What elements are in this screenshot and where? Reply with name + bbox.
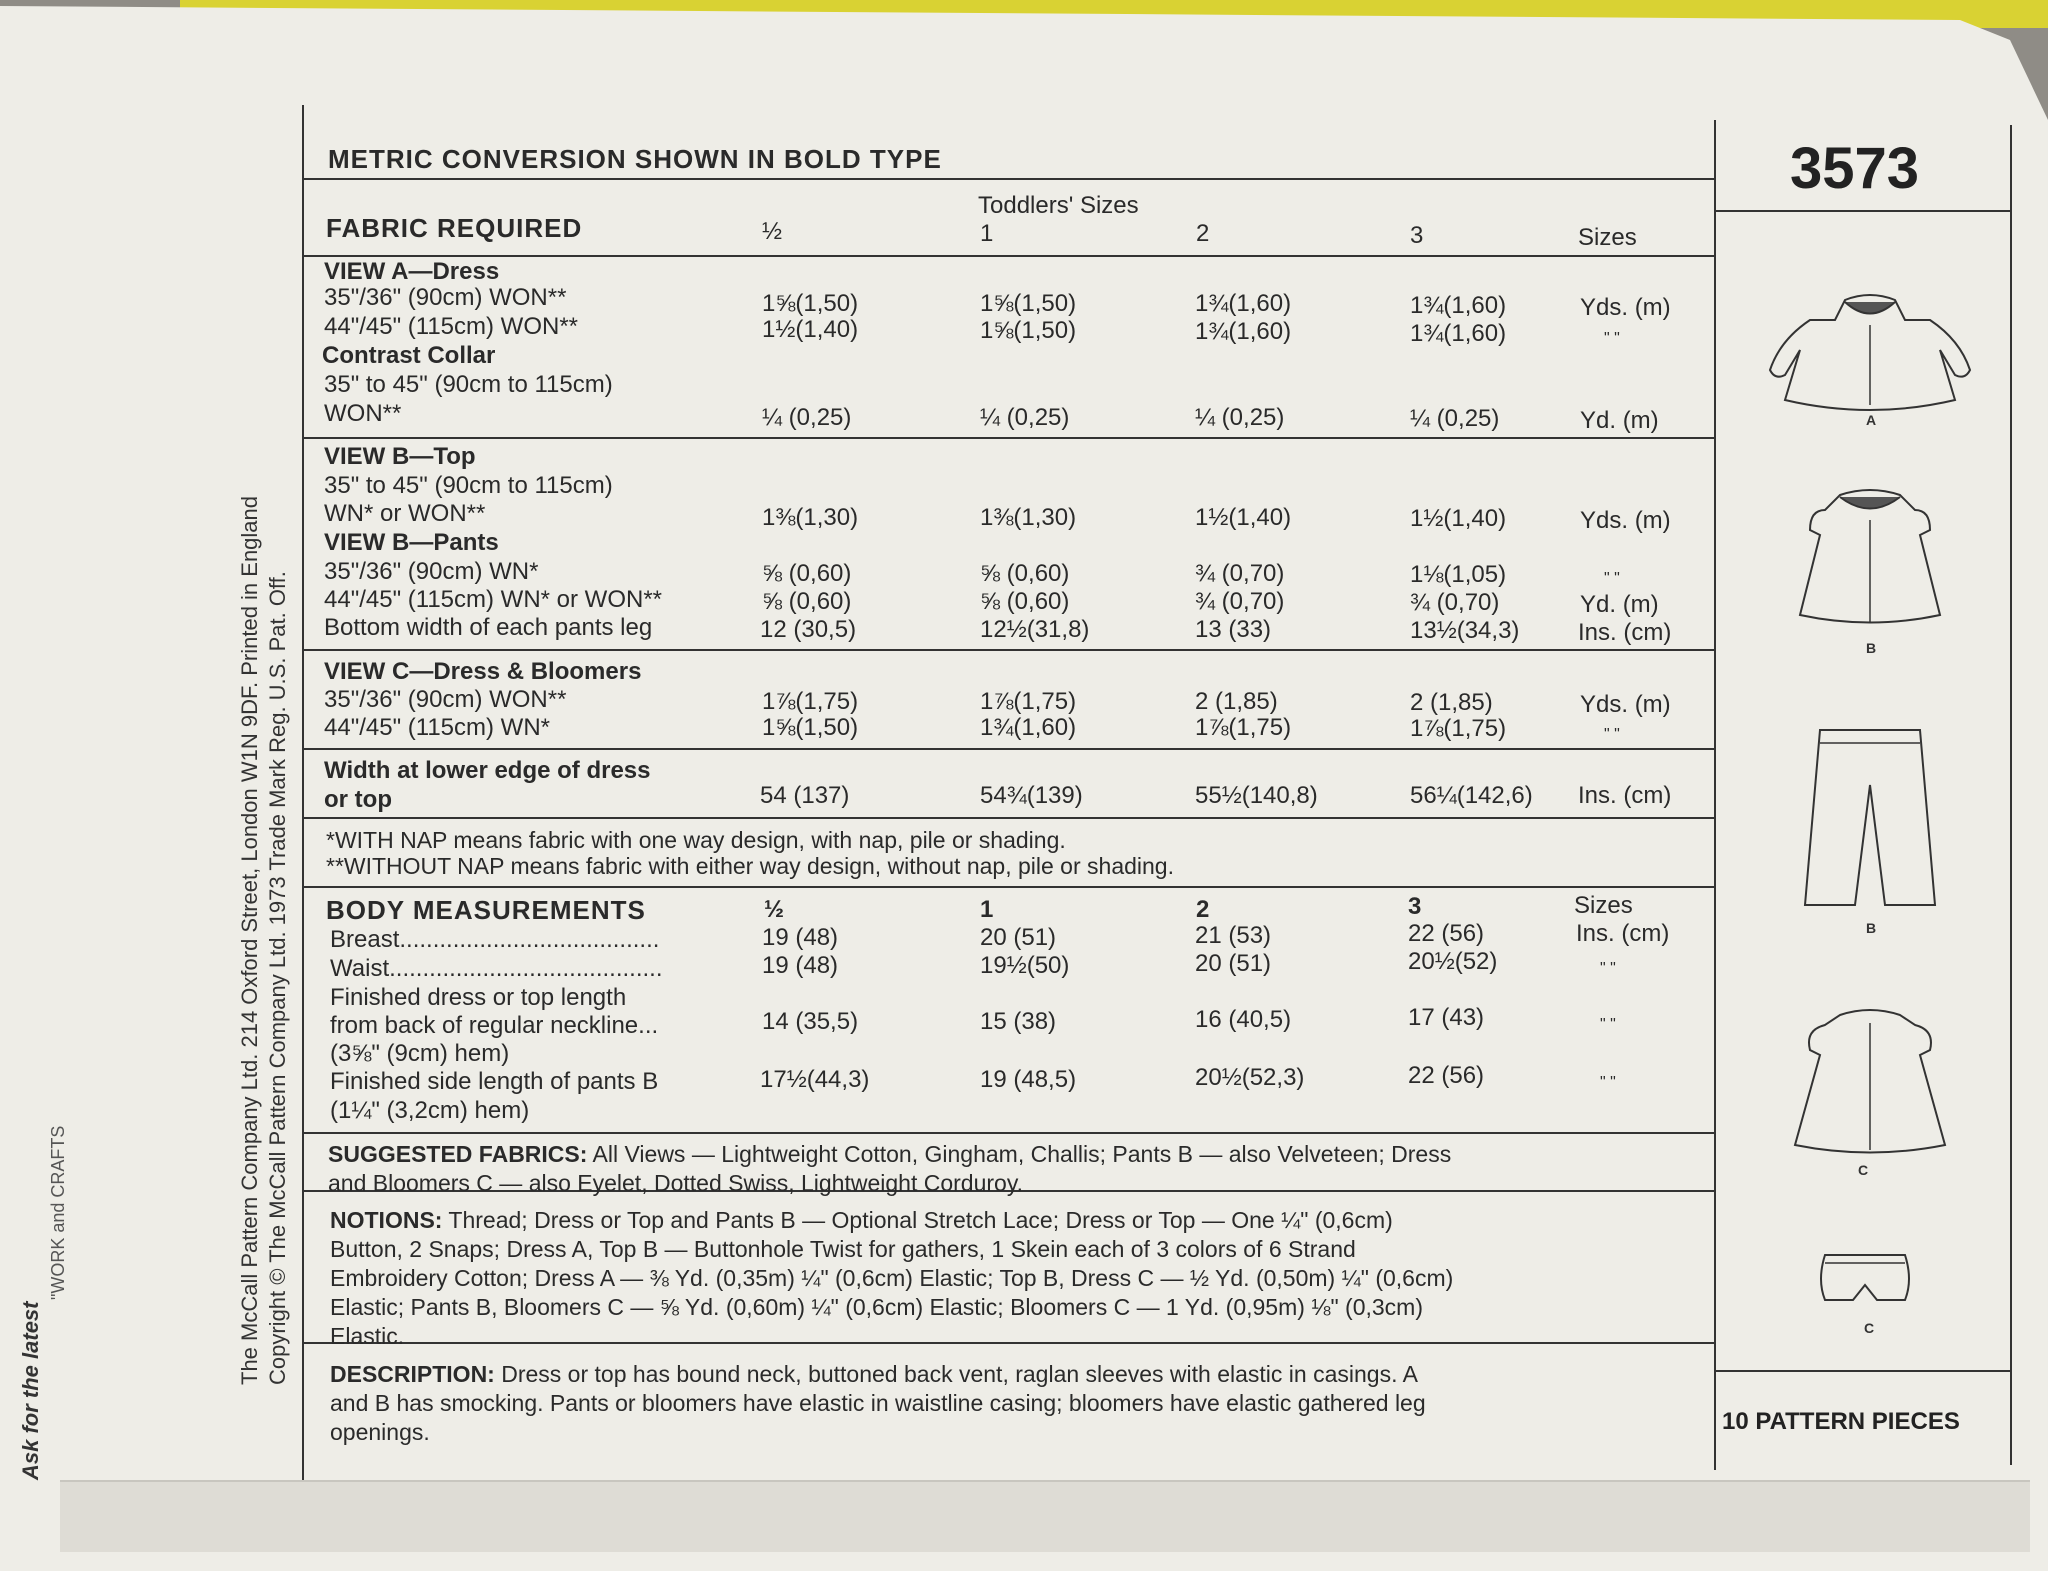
top-rule — [302, 178, 1714, 180]
sketch-view-a-dress — [1760, 280, 1980, 430]
with-nap-note: *WITH NAP means fabric with one way design, with nap, pile or shading. — [326, 827, 1066, 853]
left-frame-line — [302, 105, 304, 1480]
bp-row-3-label: Bottom width of each pants leg — [324, 614, 653, 641]
bp2-unit: Yd. (m) — [1580, 591, 1659, 618]
view-b-rule — [302, 649, 1714, 651]
breast-2: 21 (53) — [1195, 922, 1272, 949]
sketch-frame-right — [2010, 125, 2012, 1465]
suggested-label: SUGGESTED FABRICS: — [328, 1141, 588, 1167]
width-2: 55½(140,8) — [1195, 782, 1318, 809]
width-1: 54¾(139) — [980, 782, 1083, 809]
fin-half: 14 (35,5) — [762, 1008, 859, 1035]
notions-line-1: Thread; Dress or Top and Pants B — Optional Stretch Lace; Dress or Top — One ¼" (0,6cm) — [442, 1207, 1393, 1233]
description-line-3: openings. — [330, 1419, 430, 1445]
waist-1: 19½(50) — [980, 952, 1070, 979]
sketch-view-c-bloomers — [1815, 1245, 1915, 1315]
a2-unit: " " — [1604, 330, 1620, 347]
margin-ask-text: Ask for the latest — [18, 1301, 43, 1480]
view-b-top-nap: WN* or WON** — [324, 500, 486, 527]
bp1-2: ¾ (0,70) — [1195, 560, 1285, 587]
sketch-label-b-pants: B — [1866, 920, 1877, 936]
c1-2: 2 (1,85) — [1195, 688, 1278, 715]
bp3-2: 13 (33) — [1195, 616, 1272, 643]
collar-unit: Yd. (m) — [1580, 407, 1659, 434]
description-label: DESCRIPTION: — [330, 1361, 495, 1387]
bp-row-2-label: 44"/45" (115cm) WN* or WON** — [324, 586, 663, 613]
collar-half: ¼ (0,25) — [762, 404, 852, 431]
nap-rule — [302, 886, 1714, 888]
side-half: 17½(44,3) — [760, 1066, 870, 1093]
bp2-half: ⅝ (0,60) — [762, 588, 852, 615]
waist-3: 20½(52) — [1408, 948, 1498, 975]
fabric-header-rule — [302, 255, 1714, 257]
finished-length-label-1: Finished dress or top length — [330, 984, 627, 1011]
bp3-half: 12 (30,5) — [760, 616, 857, 643]
notions — [330, 1206, 1453, 1351]
bp2-1: ⅝ (0,60) — [980, 588, 1070, 615]
c2-3: 1⅞(1,75) — [1410, 715, 1507, 742]
c2-1: 1¾(1,60) — [980, 714, 1077, 741]
sketch-view-b-pants — [1790, 725, 1950, 915]
bt-unit: Yds. (m) — [1580, 507, 1671, 534]
fabric-size-2: 2 — [1196, 220, 1210, 247]
fabric-required-heading: FABRIC REQUIRED — [326, 213, 583, 243]
breast-label: Breast....................................... — [330, 926, 660, 953]
contrast-collar-width: 35" to 45" (90cm to 115cm) — [324, 371, 613, 398]
bt-3: 1½(1,40) — [1410, 505, 1507, 532]
view-c-rule — [302, 748, 1714, 750]
copyright-block — [236, 185, 292, 1385]
bt-half: 1⅜(1,30) — [762, 504, 859, 531]
sketch-label-a: A — [1866, 412, 1877, 428]
sketch-label-c-bloomers: C — [1864, 1320, 1875, 1336]
notions-line-5: Elastic. — [330, 1323, 405, 1349]
a1-unit: Yds. (m) — [1580, 294, 1671, 321]
side-2: 20½(52,3) — [1195, 1064, 1305, 1091]
breast-1: 20 (51) — [980, 924, 1057, 951]
breast-half: 19 (48) — [762, 924, 839, 951]
finished-length-label-3: (3⅝" (9cm) hem) — [330, 1040, 510, 1067]
right-frame-line — [1714, 120, 1716, 1470]
a2-2: 1¾(1,60) — [1195, 318, 1292, 345]
bp2-3: ¾ (0,70) — [1410, 589, 1500, 616]
side-3: 22 (56) — [1408, 1062, 1485, 1089]
a2-3: 1¾(1,60) — [1410, 320, 1507, 347]
body-rule — [302, 1132, 1714, 1134]
finished-length-label-2: from back of regular neckline... — [330, 1012, 659, 1039]
width-half: 54 (137) — [760, 782, 850, 809]
fin-3: 17 (43) — [1408, 1004, 1485, 1031]
body-size-half: ½ — [764, 896, 785, 923]
waist-label: Waist......................................... — [330, 955, 663, 982]
a1-half: 1⅝(1,50) — [762, 290, 859, 317]
c1-unit: Yds. (m) — [1580, 691, 1671, 718]
waist-2: 20 (51) — [1195, 950, 1272, 977]
bp2-2: ¾ (0,70) — [1195, 588, 1285, 615]
body-size-3: 3 — [1408, 893, 1422, 920]
sketch-view-c-dress — [1780, 1005, 1960, 1160]
side-unit: " " — [1600, 1074, 1616, 1091]
body-size-2: 2 — [1196, 896, 1210, 923]
suggested-text-2: and Bloomers C — also Eyelet, Dotted Swiss, Lightweight Corduroy. — [328, 1170, 1023, 1196]
side-length-label-2: (1¼" (3,2cm) hem) — [330, 1097, 530, 1124]
body-sizes-label: Sizes — [1574, 892, 1633, 919]
view-a-row-1-label: 35"/36" (90cm) WON** — [324, 284, 567, 311]
fin-unit: " " — [1600, 1016, 1616, 1033]
number-rule — [1714, 210, 2010, 212]
margin-crafts-text: "WORK and CRAFTS — [48, 1125, 68, 1300]
c1-3: 2 (1,85) — [1410, 689, 1493, 716]
fabric-size-1: 1 — [980, 220, 994, 247]
waist-unit: " " — [1600, 960, 1616, 977]
view-c-row-2-label: 44"/45" (115cm) WN* — [324, 714, 550, 741]
waist-half: 19 (48) — [762, 952, 839, 979]
collar-3: ¼ (0,25) — [1410, 405, 1500, 432]
width-label-2: or top — [324, 786, 392, 813]
fabric-sizes-label: Sizes — [1578, 224, 1637, 251]
width-label-1: Width at lower edge of dress — [324, 757, 651, 784]
width-rule — [302, 817, 1714, 819]
bt-1: 1⅜(1,30) — [980, 504, 1077, 531]
c2-unit: " " — [1604, 726, 1620, 743]
bt-2: 1½(1,40) — [1195, 504, 1292, 531]
pieces-rule — [1714, 1370, 2010, 1372]
suggested-fabrics — [328, 1140, 1451, 1198]
width-unit: Ins. (cm) — [1578, 782, 1672, 809]
bp3-3: 13½(34,3) — [1410, 617, 1520, 644]
bp3-1: 12½(31,8) — [980, 616, 1090, 643]
view-b-pants-heading: VIEW B—Pants — [324, 529, 499, 556]
toddlers-sizes-label: Toddlers' Sizes — [978, 192, 1139, 219]
breast-unit: Ins. (cm) — [1576, 920, 1670, 947]
contrast-collar-won: WON** — [324, 400, 402, 427]
sketch-view-b-top — [1780, 485, 1960, 635]
sketch-label-c-dress: C — [1858, 1162, 1869, 1178]
c1-half: 1⅞(1,75) — [762, 688, 859, 715]
c2-half: 1⅝(1,50) — [762, 714, 859, 741]
description — [330, 1360, 1426, 1447]
view-a-heading: VIEW A—Dress — [324, 258, 500, 285]
a1-1: 1⅝(1,50) — [980, 290, 1077, 317]
bp1-unit: " " — [1604, 570, 1620, 587]
description-line-1: Dress or top has bound neck, buttoned back vent, raglan sleeves with elastic in casings. A — [494, 1361, 1418, 1387]
view-a-rule — [302, 437, 1714, 439]
view-a-row-2-label: 44"/45" (115cm) WON** — [324, 313, 579, 340]
metric-note: METRIC CONVERSION SHOWN IN BOLD TYPE — [328, 144, 942, 174]
a1-3: 1¾(1,60) — [1410, 292, 1507, 319]
notions-line-2: Button, 2 Snaps; Dress A, Top B — Buttonhole Twist for gathers, 1 Skein each of 3 colors of 6 Strand — [330, 1236, 1356, 1262]
collar-1: ¼ (0,25) — [980, 404, 1070, 431]
pattern-pieces-count: 10 PATTERN PIECES — [1722, 1408, 1960, 1435]
bp-row-1-label: 35"/36" (90cm) WN* — [324, 558, 539, 585]
view-b-top-width: 35" to 45" (90cm to 115cm) — [324, 472, 613, 499]
fin-1: 15 (38) — [980, 1008, 1057, 1035]
pattern-number: 3573 — [1790, 136, 1920, 201]
view-c-row-1-label: 35"/36" (90cm) WON** — [324, 686, 567, 713]
notions-line-4: Elastic; Pants B, Bloomers C — ⅝ Yd. (0,60m) ¼" (0,6cm) Elastic; Bloomers C — 1 Yd. (0,95m) ⅛" (0,3cm) — [330, 1294, 1423, 1320]
body-measurements-heading: BODY MEASUREMENTS — [326, 895, 646, 925]
contrast-collar-heading: Contrast Collar — [322, 342, 496, 369]
collar-2: ¼ (0,25) — [1195, 404, 1285, 431]
side-1: 19 (48,5) — [980, 1066, 1077, 1093]
sketch-label-b-top: B — [1866, 640, 1877, 656]
fin-2: 16 (40,5) — [1195, 1006, 1292, 1033]
bp1-1: ⅝ (0,60) — [980, 560, 1070, 587]
c1-1: 1⅞(1,75) — [980, 688, 1077, 715]
without-nap-note: **WITHOUT NAP means fabric with either way design, without nap, pile or shading. — [326, 853, 1174, 879]
a2-1: 1⅝(1,50) — [980, 317, 1077, 344]
a1-2: 1¾(1,60) — [1195, 290, 1292, 317]
breast-3: 22 (56) — [1408, 920, 1485, 947]
body-size-1: 1 — [980, 896, 994, 923]
copyright-line-2: Copyright © The McCall Pattern Company Ltd. 1973 Trade Mark Reg. U.S. Pat. Off. — [265, 571, 290, 1385]
notions-line-3: Embroidery Cotton; Dress A — ⅜ Yd. (0,35m) ¼" (0,6cm) Elastic; Top B, Dress C — ½ Yd. (0,50m) ¼" (0,6cm) — [330, 1265, 1454, 1291]
suggested-text-1: All Views — Lightweight Cotton, Gingham, Challis; Pants B — also Velveteen; Dress — [587, 1141, 1452, 1167]
copyright-line-1: The McCall Pattern Company Ltd. 214 Oxford Street, London W1N 9DF. Printed in England — [237, 495, 262, 1385]
side-length-label-1: Finished side length of pants B — [330, 1068, 659, 1095]
view-b-top-heading: VIEW B—Top — [324, 443, 476, 470]
fabric-size-half: ½ — [762, 218, 783, 245]
bp1-3: 1⅛(1,05) — [1410, 561, 1507, 588]
bp1-half: ⅝ (0,60) — [762, 560, 852, 587]
envelope-flap — [60, 1480, 2030, 1552]
c2-2: 1⅞(1,75) — [1195, 714, 1292, 741]
bp3-unit: Ins. (cm) — [1578, 619, 1672, 646]
a2-half: 1½(1,40) — [762, 316, 859, 343]
notions-label: NOTIONS: — [330, 1207, 443, 1233]
view-c-heading: VIEW C—Dress & Bloomers — [324, 658, 642, 685]
description-line-2: and B has smocking. Pants or bloomers have elastic in waistline casing; bloomers have elastic gathered leg — [330, 1390, 1426, 1416]
width-3: 56¼(142,6) — [1410, 782, 1533, 809]
fabric-size-3: 3 — [1410, 222, 1424, 249]
